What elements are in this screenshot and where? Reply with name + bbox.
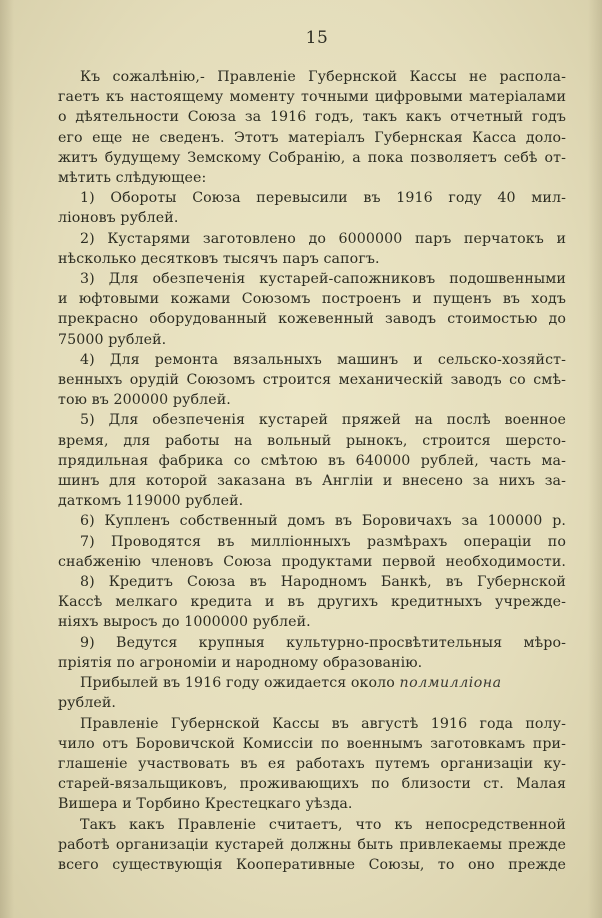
scan-edge-shade-right: [588, 0, 602, 918]
text-line: прядильная фабрика со смѣтою въ 640000 рублей, часть ма-: [58, 452, 566, 469]
profit-text: Прибылей въ 1916 году ожидается около: [80, 675, 400, 692]
scan-edge-shade-left: [0, 0, 14, 918]
body-text: [58, 67, 566, 875]
text-line: житъ будущему Земскому Собранію, а пока позволяетъ себѣ от-: [58, 149, 566, 166]
text-line: ніяхъ выросъ до 1000000 рублей.: [58, 614, 311, 631]
page-number: 15: [305, 28, 329, 48]
text-line: 3) Для обезпеченія кустарей-сапожниковъ подошвенными: [80, 271, 566, 288]
text-block-commission: [58, 714, 566, 876]
text-line: нѣсколько десятковъ тысячъ паръ сапогъ.: [58, 250, 380, 267]
text-line: шинъ для которой заказана въ Англіи и внесено за нихъ за-: [58, 473, 566, 490]
text-line-profit-end: рублей.: [58, 695, 117, 712]
text-line: 75000 рублей.: [58, 331, 167, 348]
text-line: 1) Обороты Союза перевысили въ 1916 году 40 мил-: [80, 190, 566, 207]
text-line-profit: [58, 673, 566, 693]
text-line: работѣ организаціи кустарей должны быть привлекаемы прежде: [58, 836, 566, 853]
text-line: Такъ какъ Правленіе считаетъ, что къ непосредственной: [80, 816, 566, 833]
text-block-achievements: [58, 67, 566, 673]
text-line: всего существующія Кооперативные Союзы, то оно прежде: [58, 856, 566, 873]
handwritten-insert: полмилліона: [399, 675, 502, 692]
text-line: его еще не сведенъ. Этотъ матеріалъ Губернская Касса доло-: [58, 129, 566, 146]
text-line: 8) Кредитъ Союза въ Народномъ Банкѣ, въ Губернской: [80, 574, 566, 591]
text-line: время, для работы на вольный рынокъ, строится шерсто-: [58, 432, 566, 449]
text-line: о дѣятельности Союза за 1916 годъ, такъ какъ отчетный годъ: [58, 109, 566, 126]
text-line: Вишера и Торбино Крестецкаго уѣзда.: [58, 796, 353, 813]
text-line: глашеніе участвовать въ ея работахъ путемъ организаціи ку-: [58, 755, 566, 772]
text-line: гаетъ къ настоящему моменту точными цифровыми матеріалами: [58, 89, 566, 106]
text-line: старей-вязальщиковъ, проживающихъ по близости ст. Малая: [58, 776, 566, 793]
text-line: мѣтить слѣдующее:: [58, 170, 207, 187]
text-line: 6) Купленъ собственный домъ въ Боровичахъ за 100000 р.: [80, 513, 566, 530]
text-line: Кассѣ мелкаго кредита и въ другихъ кредитныхъ учрежде-: [58, 594, 566, 611]
text-line: чило отъ Боровичской Комиссіи по военнымъ заготовкамъ при-: [58, 735, 566, 752]
text-line: 4) Для ремонта вязальныхъ машинъ и сельско-хозяйст-: [80, 351, 566, 368]
text-line: снабженію членовъ Союза продуктами первой необходимости.: [58, 553, 566, 570]
text-line: даткомъ 119000 рублей.: [58, 493, 244, 510]
text-line: Правленіе Губернской Кассы въ августѣ 1916 года полу-: [80, 715, 566, 732]
text-line: 7) Проводятся въ милліонныхъ размѣрахъ операціи по: [80, 533, 566, 550]
text-line: ліоновъ рублей.: [58, 210, 179, 227]
text-line: и юфтовыми кожами Союзомъ построенъ и пущенъ въ ходъ: [58, 291, 566, 308]
text-line: Къ сожалѣнію,- Правленіе Губернской Кассы не распола-: [80, 69, 566, 85]
text-line: пріятія по агрономіи и народному образованію.: [58, 654, 423, 671]
text-line: 5) Для обезпеченія кустарей пряжей на послѣ военное: [80, 412, 566, 429]
text-line: 9) Ведутся крупныя культурно-просвѣтительныя мѣро-: [80, 634, 566, 651]
text-line: 2) Кустарями заготовлено до 6000000 паръ перчатокъ и: [80, 230, 566, 247]
text-line: венныхъ орудій Союзомъ строится механическій заводъ со смѣ-: [58, 372, 566, 389]
text-line: тою въ 200000 рублей.: [58, 392, 231, 409]
text-line: прекрасно оборудованный кожевенный заводъ стоимостью до: [58, 311, 566, 328]
